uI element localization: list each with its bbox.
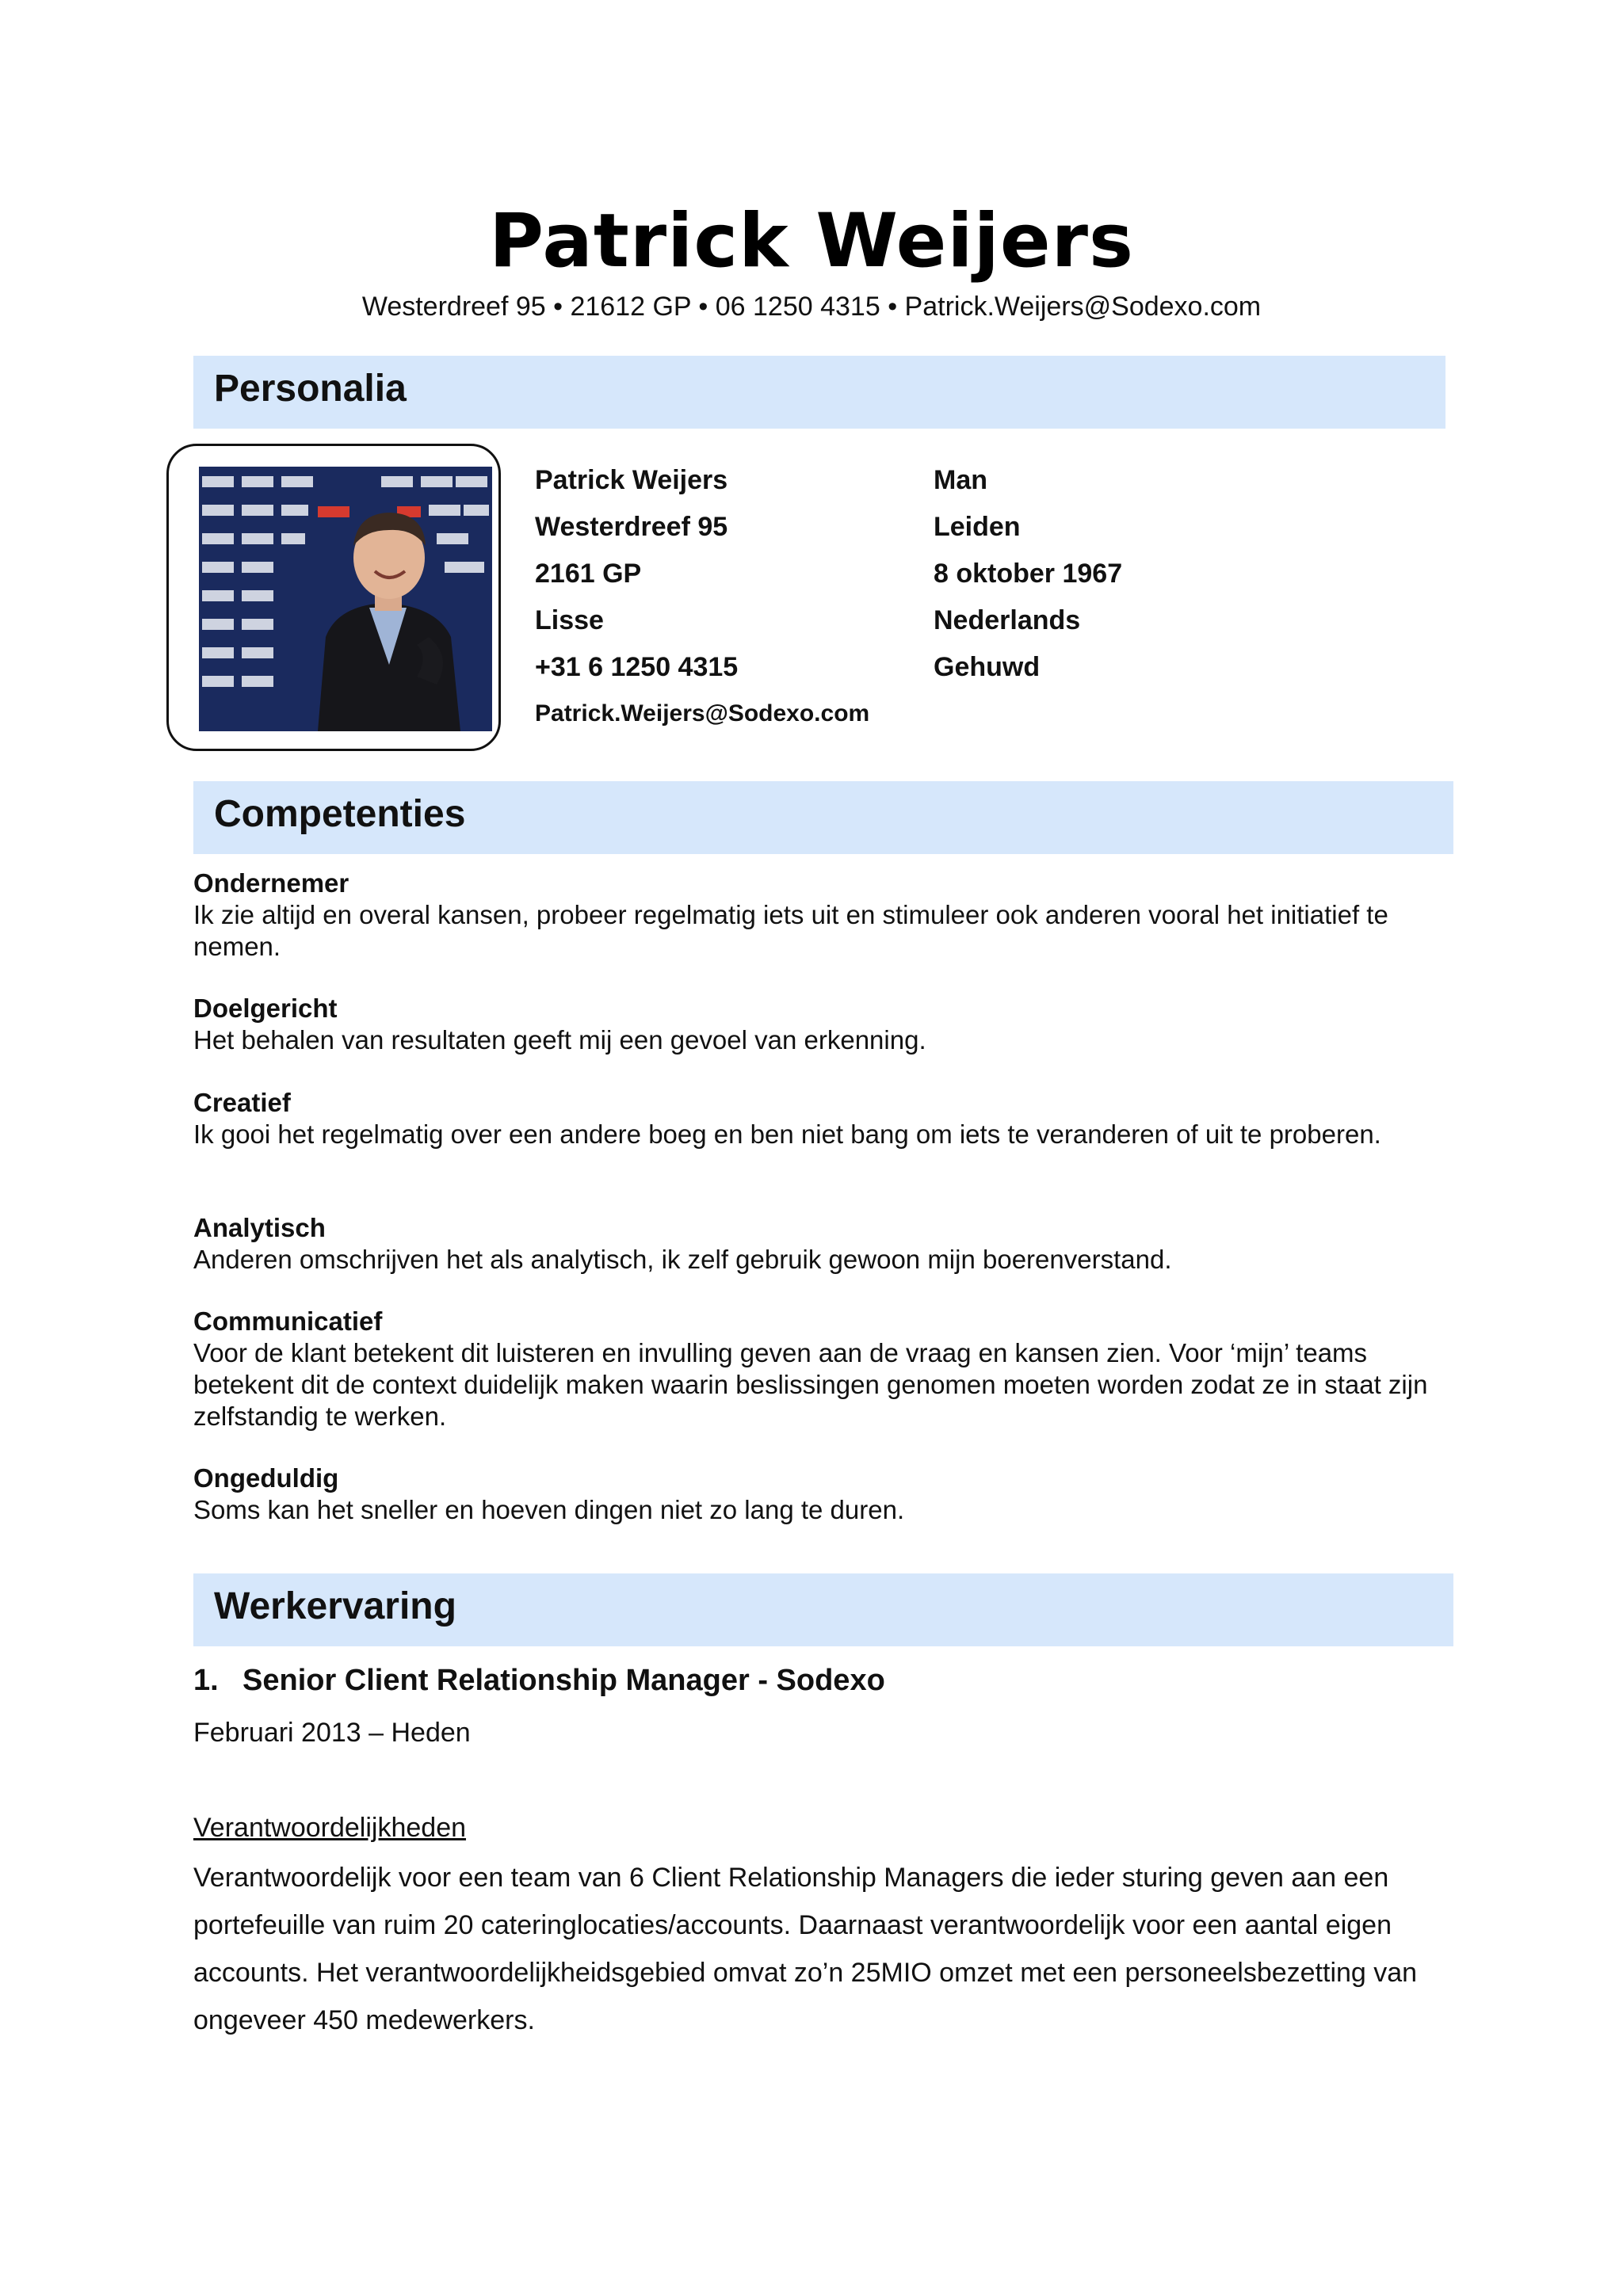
responsibilities-heading: Verantwoordelijkheden — [193, 1813, 467, 1843]
personalia-nationality: Nederlands — [934, 605, 1081, 635]
competentie-text: Anderen omschrijven het als analytisch, ik zelf gebruik gewoon mijn boerenverstand. — [193, 1245, 1172, 1274]
job-number: 1. — [193, 1664, 219, 1697]
competentie-item — [193, 1212, 1445, 1276]
competentie-text: Soms kan het sneller en hoeven dingen niet zo lang te duren. — [193, 1495, 905, 1524]
personalia-name: Patrick Weijers — [535, 465, 728, 495]
personalia-marital-status: Gehuwd — [934, 652, 1041, 682]
job-title — [193, 1664, 885, 1698]
personalia-city: Lisse — [535, 605, 604, 635]
competentie-text: Voor de klant betekent dit luisteren en invulling geven aan de vraag en kansen zien. Voor ‘mijn’ teams betekent dit de context duidelijk maken waarin beslissingen genomen moeten worden zodat ze in staat zijn zelfstandig te werken. — [193, 1338, 1428, 1431]
job-period: Februari 2013 – Heden — [193, 1718, 471, 1748]
personalia-birthdate: 8 oktober 1967 — [934, 559, 1123, 589]
personalia-street: Westerdreef 95 — [535, 512, 728, 542]
section-competenties — [193, 781, 1453, 854]
personalia-gender: Man — [934, 465, 987, 495]
competentie-title: Doelgericht — [193, 994, 338, 1023]
personalia-left-column — [535, 461, 869, 742]
competentie-title: Ondernemer — [193, 868, 349, 898]
personalia-email: Patrick.Weijers@Sodexo.com — [535, 700, 870, 727]
personalia-postcode: 2161 GP — [535, 559, 642, 589]
responsibilities-text: Verantwoordelijk voor een team van 6 Client Relationship Managers die ieder sturing geven aan een portefeuille van ruim 20 cateringlocaties/accounts. Daarnaast verantwoordelijk voor een aantal eigen accounts. Het verantwoordelijkheidsgebied omvat zo’n 25MIO omzet met een personeelsbezetting van ongeveer 450 medewerkers. — [193, 1863, 1418, 2035]
contact-line: Westerdreef 95 • 21612 GP • 06 1250 4315 • Patrick.Weijers@Sodexo.com — [361, 292, 1262, 322]
section-title: Werkervaring — [214, 1585, 456, 1627]
competentie-title: Ongeduldig — [193, 1463, 339, 1493]
section-werkervaring — [193, 1573, 1453, 1646]
profile-photo-frame — [166, 444, 501, 751]
personalia-phone: +31 6 1250 4315 — [535, 652, 739, 682]
section-personalia — [193, 356, 1445, 429]
competentie-title: Analytisch — [193, 1213, 326, 1242]
competentie-text: Ik gooi het regelmatig over een andere boeg en ben niet bang om iets te veranderen of uit te proberen. — [193, 1119, 1381, 1149]
job-title-text: Senior Client Relationship Manager - Sodexo — [242, 1664, 885, 1697]
personalia-right-column — [934, 461, 1122, 695]
section-title: Competenties — [214, 793, 466, 835]
cv-name: Patrick Weijers — [489, 198, 1134, 284]
profile-photo — [199, 467, 492, 731]
competentie-item — [193, 1306, 1445, 1432]
competentie-item — [193, 868, 1445, 963]
competentie-item — [193, 993, 1445, 1056]
competentie-item — [193, 1087, 1445, 1150]
competentie-item — [193, 1463, 1445, 1526]
photo-illustration — [199, 467, 492, 731]
competentie-text: Het behalen van resultaten geeft mij een gevoel van erkenning. — [193, 1025, 926, 1055]
personalia-birthplace: Leiden — [934, 512, 1021, 542]
competentie-title: Communicatief — [193, 1306, 383, 1336]
competentie-text: Ik zie altijd en overal kansen, probeer regelmatig iets uit en stimuleer ook anderen vooral het initiatief te nemen. — [193, 900, 1388, 961]
section-title: Personalia — [214, 368, 407, 410]
competentie-title: Creatief — [193, 1088, 291, 1117]
